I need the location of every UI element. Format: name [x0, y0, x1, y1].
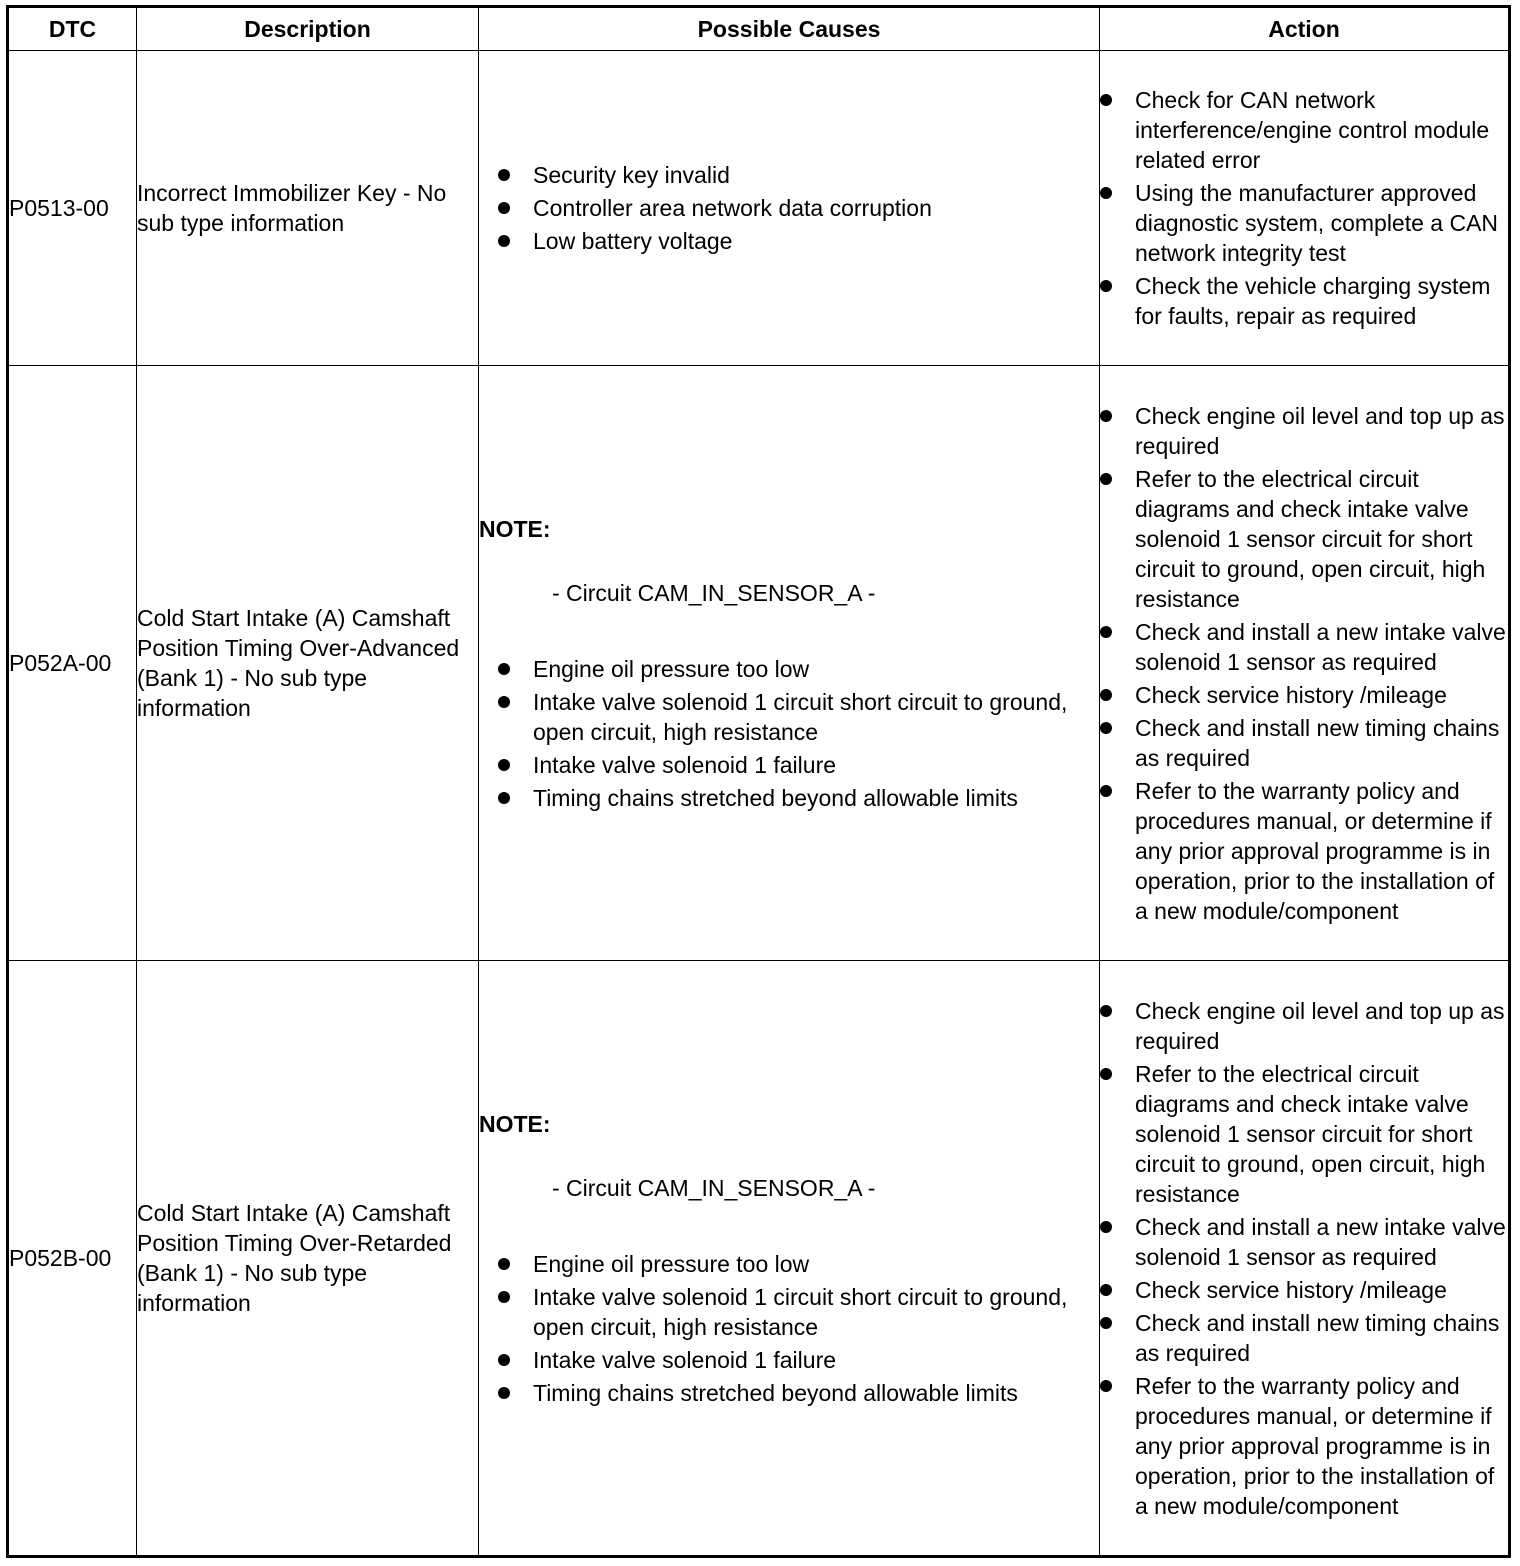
cause-item: Timing chains stretched beyond allowable limits: [498, 783, 1099, 813]
action-item: Check and install new timing chains as required: [1100, 713, 1508, 773]
action-item: Refer to the electrical circuit diagrams and check intake valve solenoid 1 sensor circuit for short circuit to ground, open circuit, high resistance: [1100, 1059, 1508, 1209]
bullet-icon: [498, 759, 510, 771]
circuit-reference: - Circuit CAM_IN_SENSOR_A -: [552, 1174, 876, 1201]
dtc-description: Cold Start Intake (A) Camshaft Position Timing Over-Advanced (Bank 1) - No sub type information: [137, 366, 479, 961]
action-item: Check engine oil level and top up as required: [1100, 401, 1508, 461]
header-action: Action: [1100, 7, 1510, 51]
circuit-reference: - Circuit CAM_IN_SENSOR_A -: [552, 579, 876, 606]
bullet-icon: [1100, 1068, 1112, 1080]
bullet-icon: [1100, 187, 1112, 199]
bullet-icon: [1100, 410, 1112, 422]
cause-item: Low battery voltage: [498, 226, 1099, 256]
cause-item: Intake valve solenoid 1 circuit short circuit to ground, open circuit, high resistance: [498, 687, 1099, 747]
bullet-icon: [498, 663, 510, 675]
action-cell: [1100, 961, 1510, 1557]
dtc-code: P052B-00: [8, 961, 137, 1557]
dtc-description: Cold Start Intake (A) Camshaft Position Timing Over-Retarded (Bank 1) - No sub type information: [137, 961, 479, 1557]
bullet-icon: [498, 169, 510, 181]
dtc-description: Incorrect Immobilizer Key - No sub type information: [137, 51, 479, 366]
header-description: Description: [137, 7, 479, 51]
possible-causes-cell: [479, 51, 1100, 366]
header-row: [8, 7, 1510, 51]
bullet-icon: [1100, 1005, 1112, 1017]
actions-list: [1100, 85, 1508, 331]
bullet-icon: [1100, 1284, 1112, 1296]
dtc-code: P0513-00: [8, 51, 137, 366]
table-row: [8, 366, 1510, 961]
action-item: Refer to the electrical circuit diagrams and check intake valve solenoid 1 sensor circuit for short circuit to ground, open circuit, high resistance: [1100, 464, 1508, 614]
bullet-icon: [1100, 722, 1112, 734]
header-possible-causes: Possible Causes: [479, 7, 1100, 51]
bullet-icon: [498, 202, 510, 214]
actions-list: [1100, 996, 1508, 1521]
action-item: Check service history /mileage: [1100, 680, 1508, 710]
cause-item: Intake valve solenoid 1 circuit short circuit to ground, open circuit, high resistance: [498, 1282, 1099, 1342]
table-row: [8, 51, 1510, 366]
cause-item: Controller area network data corruption: [498, 193, 1099, 223]
action-item: Check the vehicle charging system for faults, repair as required: [1100, 271, 1508, 331]
header-dtc: DTC: [8, 7, 137, 51]
bullet-icon: [498, 1258, 510, 1270]
possible-causes-cell: [479, 961, 1100, 1557]
action-item: Check engine oil level and top up as required: [1100, 996, 1508, 1056]
note-label: NOTE:: [479, 1110, 551, 1137]
action-item: Refer to the warranty policy and procedures manual, or determine if any prior approval programme is in operation, prior to the installation of a new module/component: [1100, 1371, 1508, 1521]
bullet-icon: [498, 1291, 510, 1303]
action-item: Check and install a new intake valve solenoid 1 sensor as required: [1100, 1212, 1508, 1272]
note-label: NOTE:: [479, 515, 551, 542]
action-cell: [1100, 366, 1510, 961]
action-item: Check and install a new intake valve solenoid 1 sensor as required: [1100, 617, 1508, 677]
cause-item: Engine oil pressure too low: [498, 1249, 1099, 1279]
bullet-icon: [498, 1354, 510, 1366]
bullet-icon: [1100, 1380, 1112, 1392]
bullet-icon: [1100, 1221, 1112, 1233]
dtc-table: [6, 5, 1511, 1558]
action-item: Refer to the warranty policy and procedures manual, or determine if any prior approval programme is in operation, prior to the installation of a new module/component: [1100, 776, 1508, 926]
bullet-icon: [1100, 689, 1112, 701]
cause-item: Intake valve solenoid 1 failure: [498, 1345, 1099, 1375]
causes-list: [498, 654, 1099, 813]
bullet-icon: [1100, 280, 1112, 292]
bullet-icon: [1100, 473, 1112, 485]
action-item: Using the manufacturer approved diagnostic system, complete a CAN network integrity test: [1100, 178, 1508, 268]
action-item: Check for CAN network interference/engine control module related error: [1100, 85, 1508, 175]
action-cell: [1100, 51, 1510, 366]
possible-causes-cell: [479, 366, 1100, 961]
cause-item: Timing chains stretched beyond allowable limits: [498, 1378, 1099, 1408]
cause-item: Intake valve solenoid 1 failure: [498, 750, 1099, 780]
actions-list: [1100, 401, 1508, 926]
cause-item: Engine oil pressure too low: [498, 654, 1099, 684]
bullet-icon: [1100, 94, 1112, 106]
dtc-code: P052A-00: [8, 366, 137, 961]
table-row: [8, 961, 1510, 1557]
bullet-icon: [498, 696, 510, 708]
causes-list: [498, 160, 1099, 256]
action-item: Check service history /mileage: [1100, 1275, 1508, 1305]
bullet-icon: [498, 792, 510, 804]
bullet-icon: [498, 1387, 510, 1399]
action-item: Check and install new timing chains as required: [1100, 1308, 1508, 1368]
bullet-icon: [1100, 626, 1112, 638]
bullet-icon: [1100, 1317, 1112, 1329]
bullet-icon: [498, 235, 510, 247]
causes-list: [498, 1249, 1099, 1408]
cause-item: Security key invalid: [498, 160, 1099, 190]
bullet-icon: [1100, 785, 1112, 797]
